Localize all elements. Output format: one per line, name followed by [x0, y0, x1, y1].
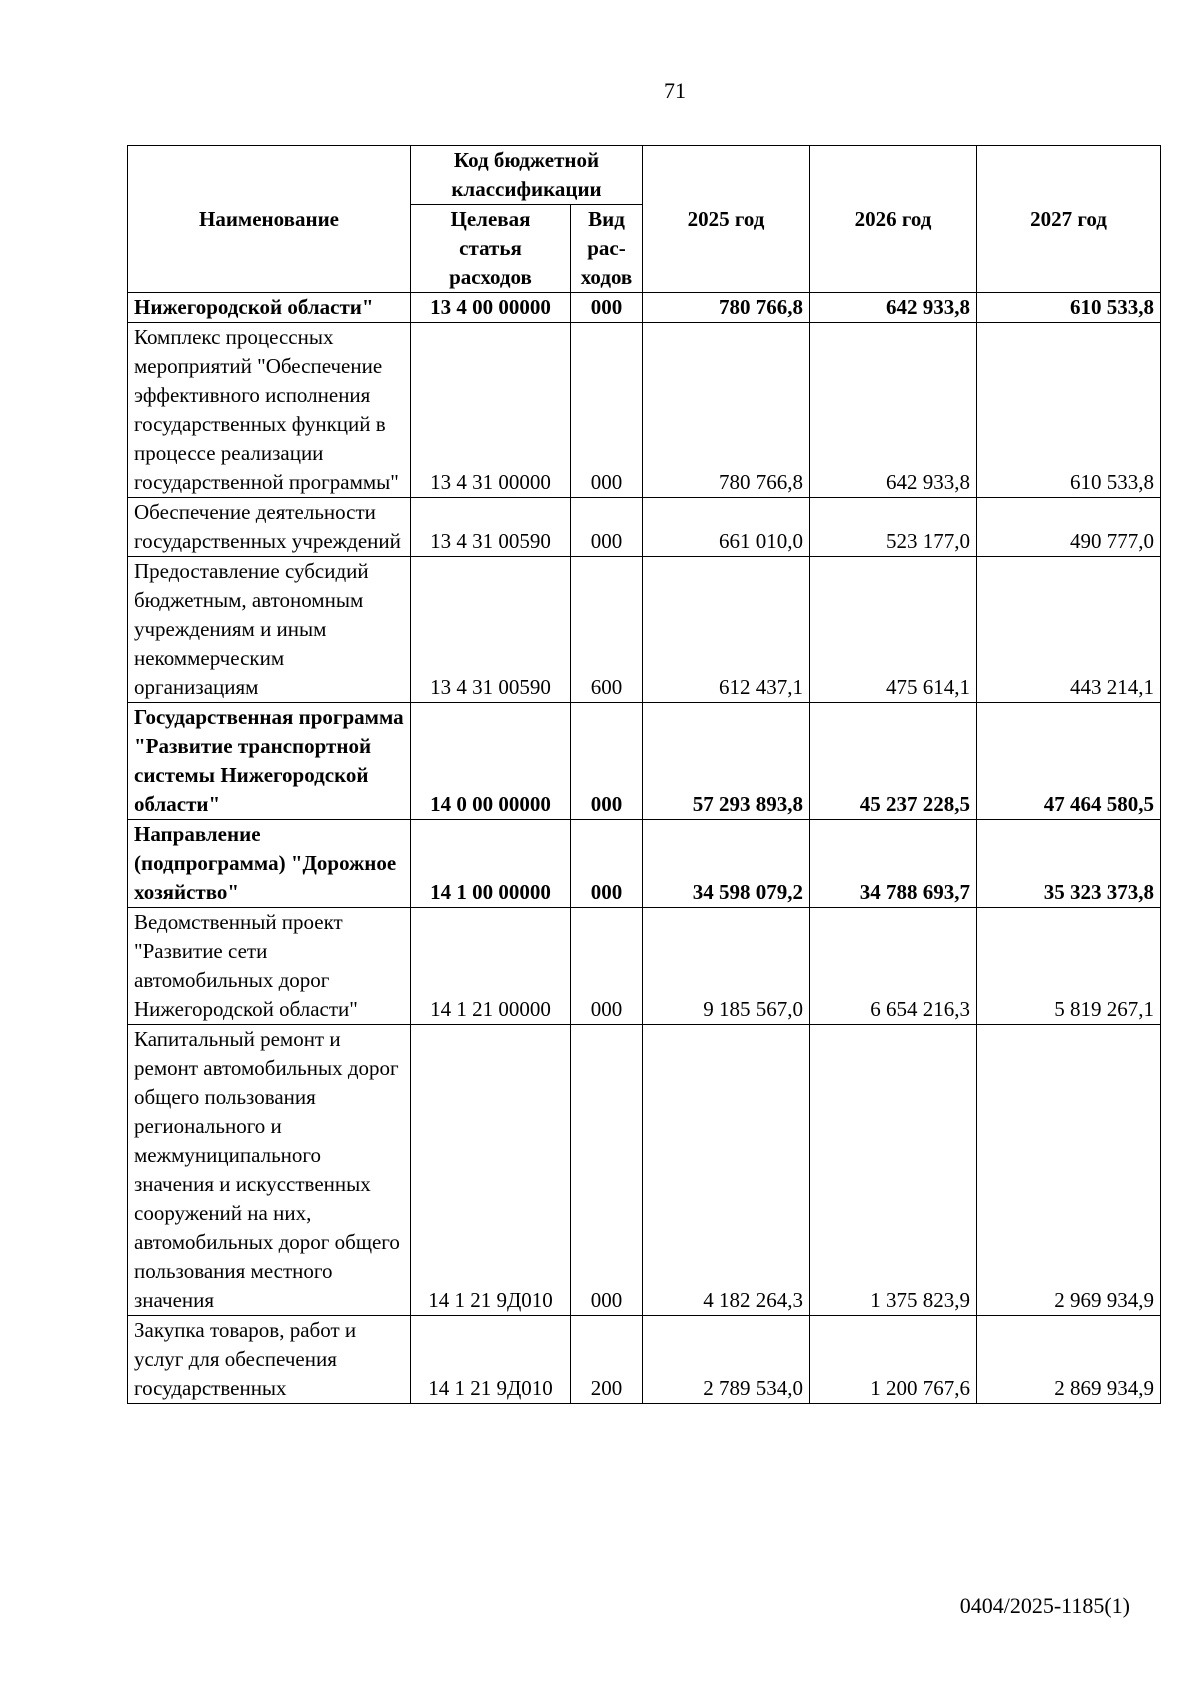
budget-table: [127, 145, 1161, 1404]
row-value-2027: 610 533,8: [977, 323, 1161, 498]
row-value-2027: 47 464 580,5: [977, 703, 1161, 820]
row-expense-kind: 000: [571, 703, 643, 820]
row-target-article: 13 4 31 00590: [411, 557, 571, 703]
table-row: [128, 1316, 1161, 1404]
row-expense-kind: 000: [571, 293, 643, 323]
row-value-2027: 610 533,8: [977, 293, 1161, 323]
row-name: Государственная программа "Развитие транспортной системы Нижегородской области": [128, 703, 411, 820]
row-name: Направление (подпрограмма) "Дорожное хозяйство": [128, 820, 411, 908]
row-value-2026: 642 933,8: [810, 293, 977, 323]
row-value-2025: 780 766,8: [643, 293, 810, 323]
row-name: Закупка товаров, работ и услуг для обеспечения государственных: [128, 1316, 411, 1404]
row-value-2025: 4 182 264,3: [643, 1025, 810, 1316]
header-code-group: Код бюджетной классификации: [411, 146, 643, 205]
row-value-2026: 34 788 693,7: [810, 820, 977, 908]
page-number: 71: [664, 78, 686, 103]
header-target-article: Целевая статья расходов: [411, 205, 571, 293]
row-value-2026: 45 237 228,5: [810, 703, 977, 820]
row-value-2027: 2 969 934,9: [977, 1025, 1161, 1316]
row-value-2027: 5 819 267,1: [977, 908, 1161, 1025]
row-value-2025: 57 293 893,8: [643, 703, 810, 820]
row-value-2025: 2 789 534,0: [643, 1316, 810, 1404]
row-value-2026: 1 200 767,6: [810, 1316, 977, 1404]
row-target-article: 13 4 31 00000: [411, 323, 571, 498]
row-expense-kind: 600: [571, 557, 643, 703]
header-name: Наименование: [128, 146, 411, 293]
row-name: Капитальный ремонт и ремонт автомобильных дорог общего пользования регионального и межмуниципального значения и искусственных сооружений на них, автомобильных дорог общего пользования местного значения: [128, 1025, 411, 1316]
row-expense-kind: 000: [571, 1025, 643, 1316]
row-target-article: 13 4 00 00000: [411, 293, 571, 323]
header-year-2025: 2025 год: [643, 146, 810, 293]
row-expense-kind: 000: [571, 323, 643, 498]
row-value-2027: 443 214,1: [977, 557, 1161, 703]
header-row-top: [128, 146, 1161, 205]
document-number: 0404/2025-1185(1): [959, 1593, 1130, 1618]
row-name: Нижегородской области": [128, 293, 411, 323]
row-name: Ведомственный проект "Развитие сети автомобильных дорог Нижегородской области": [128, 908, 411, 1025]
row-target-article: 13 4 31 00590: [411, 498, 571, 557]
row-name: Обеспечение деятельности государственных учреждений: [128, 498, 411, 557]
row-target-article: 14 1 21 9Д010: [411, 1025, 571, 1316]
table-row: [128, 293, 1161, 323]
row-value-2026: 6 654 216,3: [810, 908, 977, 1025]
row-value-2025: 612 437,1: [643, 557, 810, 703]
row-expense-kind: 000: [571, 498, 643, 557]
row-value-2026: 1 375 823,9: [810, 1025, 977, 1316]
row-value-2025: 661 010,0: [643, 498, 810, 557]
row-value-2027: 35 323 373,8: [977, 820, 1161, 908]
header-year-2026: 2026 год: [810, 146, 977, 293]
row-target-article: 14 0 00 00000: [411, 703, 571, 820]
row-value-2025: 34 598 079,2: [643, 820, 810, 908]
row-value-2027: 2 869 934,9: [977, 1316, 1161, 1404]
row-value-2027: 490 777,0: [977, 498, 1161, 557]
header-year-2027: 2027 год: [977, 146, 1161, 293]
row-value-2026: 475 614,1: [810, 557, 977, 703]
row-target-article: 14 1 00 00000: [411, 820, 571, 908]
row-name: Предоставление субсидий бюджетным, автономным учреждениям и иным некоммерческим организациям: [128, 557, 411, 703]
row-value-2026: 523 177,0: [810, 498, 977, 557]
table-row: [128, 1025, 1161, 1316]
row-name: Комплекс процессных мероприятий "Обеспечение эффективного исполнения государственных функций в процессе реализации государственной программы": [128, 323, 411, 498]
row-target-article: 14 1 21 9Д010: [411, 1316, 571, 1404]
row-expense-kind: 200: [571, 1316, 643, 1404]
row-value-2025: 780 766,8: [643, 323, 810, 498]
row-target-article: 14 1 21 00000: [411, 908, 571, 1025]
row-value-2025: 9 185 567,0: [643, 908, 810, 1025]
table-row: [128, 323, 1161, 498]
table-row: [128, 498, 1161, 557]
row-value-2026: 642 933,8: [810, 323, 977, 498]
table-row: [128, 557, 1161, 703]
header-expense-kind: Вид рас-ходов: [571, 205, 643, 293]
row-expense-kind: 000: [571, 820, 643, 908]
table-row: [128, 703, 1161, 820]
table-row: [128, 820, 1161, 908]
table-body: [128, 293, 1161, 1404]
row-expense-kind: 000: [571, 908, 643, 1025]
table-row: [128, 908, 1161, 1025]
